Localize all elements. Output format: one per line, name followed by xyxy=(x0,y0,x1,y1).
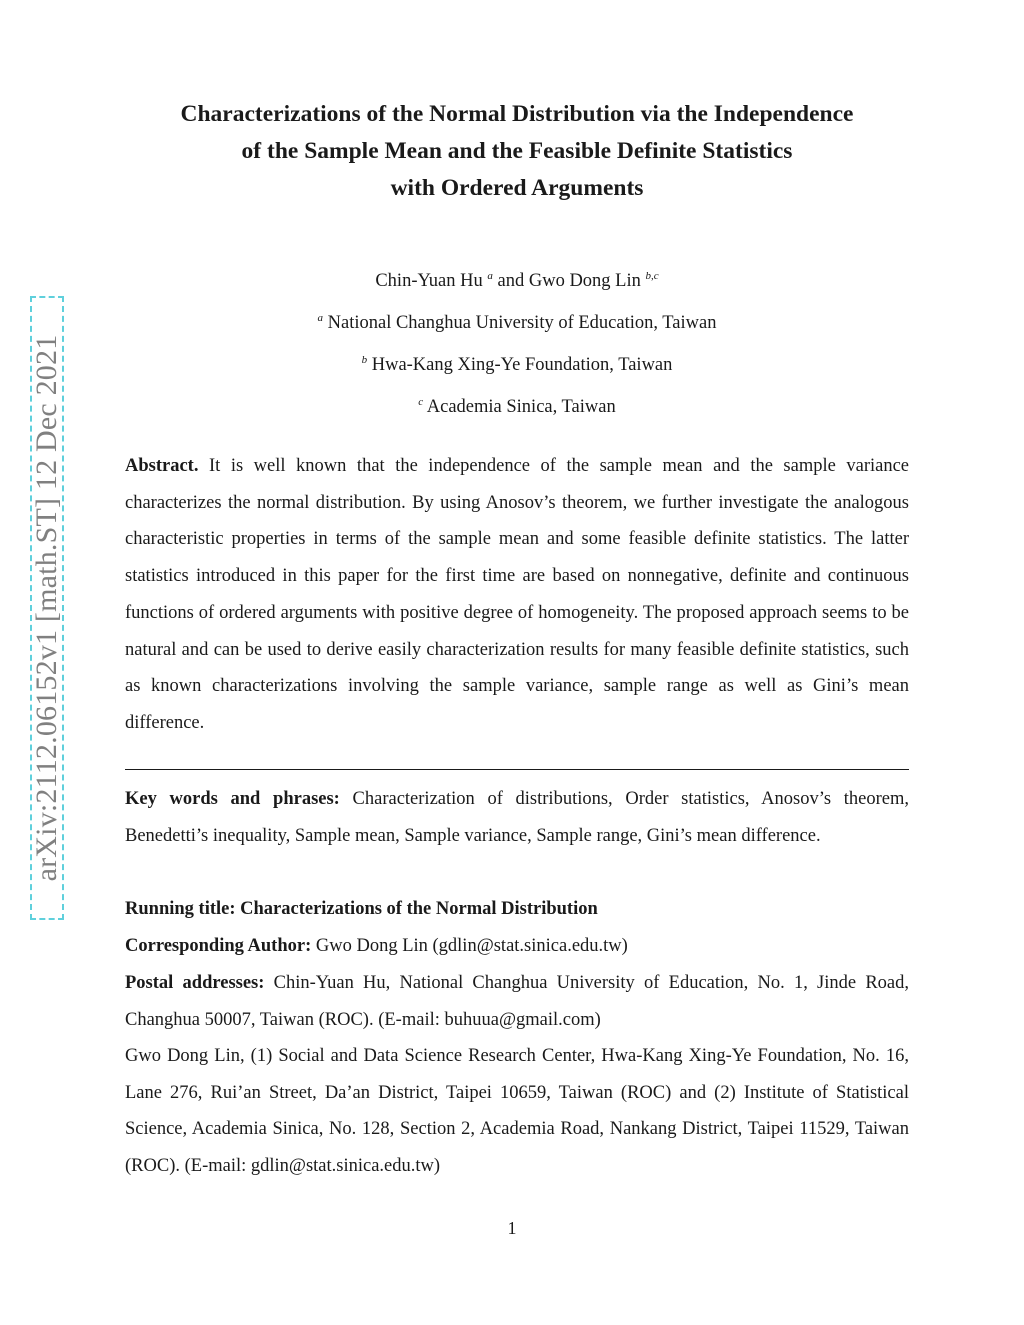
keywords-label: Key words and phrases: xyxy=(125,789,340,809)
affiliation-a xyxy=(100,300,934,342)
author-block xyxy=(100,258,934,426)
affiliation-c-mark: c xyxy=(418,396,424,408)
affiliation-a-text: National Changhua University of Education, Taiwan xyxy=(327,313,717,333)
author-name-2: Gwo Dong Lin xyxy=(528,271,641,291)
running-title-text: Characterizations of the Normal Distribution xyxy=(240,899,598,919)
author-2-affiliation-mark: b,c xyxy=(645,270,659,282)
title-line-1: Characterizations of the Normal Distribution via the Independence xyxy=(180,101,854,127)
abstract xyxy=(125,448,909,742)
abstract-text: It is well known that the independence of the sample mean and the sample variance characterizes the normal distribution. By using Anosov’s theorem, we further investigate the analogous characteristic properties in terms of the sample mean and some feasible definite statistics. The latter statistics introduced in this paper for the first time are based on nonnegative, definite and continuous functions of ordered arguments with positive degree of homogeneity. The proposed approach seems to be natural and can be used to derive easily characterization results for many feasible definite statistics, such as known characterizations involving the sample variance, sample range as well as Gini’s mean difference. xyxy=(125,456,910,733)
abstract-label: Abstract. xyxy=(125,456,199,476)
running-title-label: Running title: xyxy=(125,899,236,919)
affiliation-c-text: Academia Sinica, Taiwan xyxy=(426,397,616,417)
arxiv-identifier[interactable]: arXiv:2112.06152v1 [math.ST] 12 Dec 2021 xyxy=(30,334,63,882)
postal-address-hu: Chin-Yuan Hu, National Changhua University of Education, No. 1, Jinde Road, Changhua 50007, Taiwan (ROC). (E-mail: buhuua@gmail.com) xyxy=(125,973,910,1030)
page-number: 1 xyxy=(507,1218,517,1238)
author-1-affiliation-mark: a xyxy=(487,270,493,282)
section-divider xyxy=(125,769,909,770)
title-line-2: of the Sample Mean and the Feasible Definite Statistics xyxy=(241,138,793,164)
affiliation-b xyxy=(100,342,934,384)
author-name-1: Chin-Yuan Hu xyxy=(375,271,483,291)
author-line xyxy=(100,258,934,300)
title-line-3: with Ordered Arguments xyxy=(390,175,644,201)
postal-addresses-label: Postal addresses: xyxy=(125,973,265,993)
keywords xyxy=(125,781,909,854)
author-connector: and xyxy=(492,271,529,291)
postal-address-lin: Gwo Dong Lin, (1) Social and Data Science Research Center, Hwa-Kang Xing-Ye Foundation, No. 16, Lane 276, Rui’an Street, Da’an District, Taipei 10659, Taiwan (ROC) and (2) Institute of Statistical Science, Academia Sinica, No. 128, Section 2, Academia Road, Nankang District, Taipei 11529, Taiwan (ROC). (E-mail: gdlin@stat.sinica.edu.tw) xyxy=(125,1046,909,1177)
corresponding-author-text: Gwo Dong Lin (gdlin@stat.sinica.edu.tw) xyxy=(315,936,628,956)
postal-address-1 xyxy=(125,965,909,1038)
paper-title xyxy=(100,96,934,207)
keywords-text: Characterization of distributions, Order statistics, Anosov’s theorem, Benedetti’s inequality, Sample mean, Sample variance, Sample range, Gini’s mean difference. xyxy=(125,789,909,846)
affiliation-a-mark: a xyxy=(317,312,324,324)
corresponding-author-label: Corresponding Author: xyxy=(125,936,312,956)
affiliation-b-mark: b xyxy=(361,354,368,366)
affiliation-b-text: Hwa-Kang Xing-Ye Foundation, Taiwan xyxy=(371,355,673,375)
corresponding-author xyxy=(125,928,909,965)
affiliation-c xyxy=(100,384,934,426)
postal-address-2 xyxy=(125,1038,909,1185)
running-title xyxy=(125,891,909,928)
